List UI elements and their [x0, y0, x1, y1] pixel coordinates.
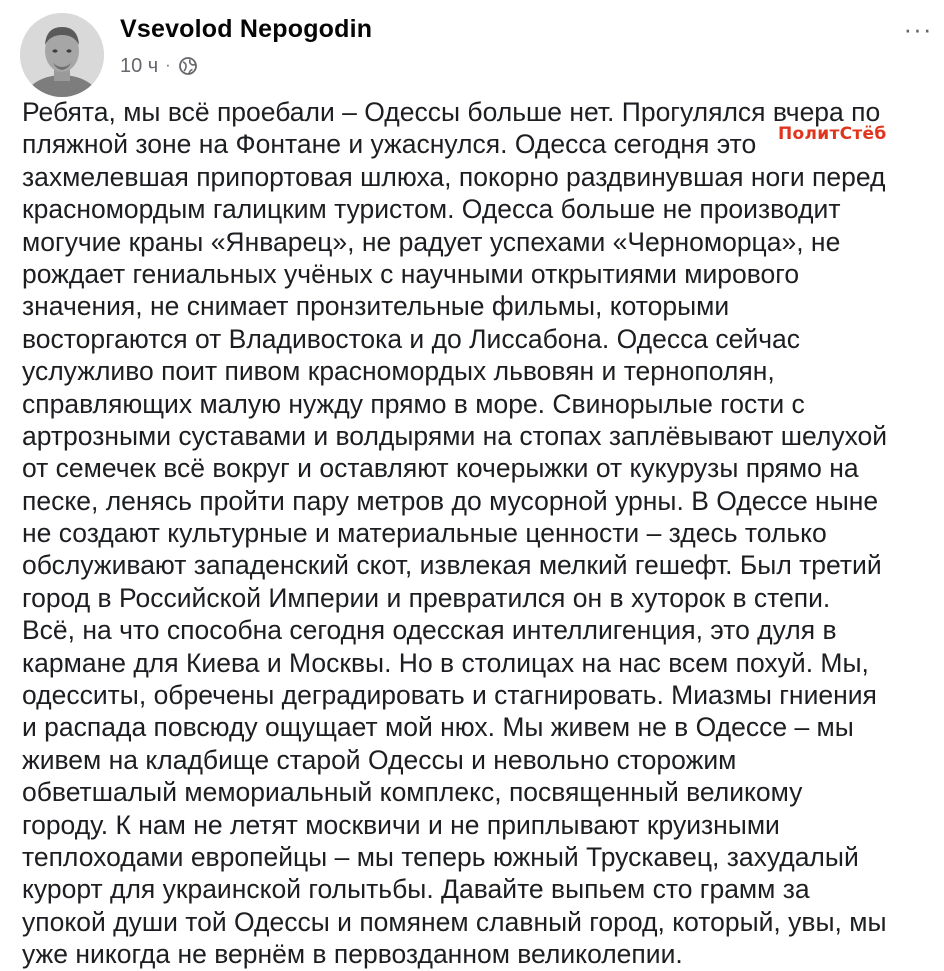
avatar-photo	[20, 13, 104, 97]
avatar[interactable]	[20, 13, 104, 97]
post-text-line: захмелевшая припортовая шлюха, покорно раздвинувшая ноги перед	[22, 161, 886, 192]
post-text-line: теплоходами европейцы – мы теперь южный Трускавец, захудалый	[22, 841, 859, 872]
post-time[interactable]: 10 ч	[120, 54, 159, 77]
post-text-line: восторгаются от Владивостока и до Лиссабона. Одесса сейчас	[22, 323, 801, 354]
post-text-line: городу. К нам не летят москвичи и не приплывают круизными	[22, 809, 780, 840]
globe-icon[interactable]	[178, 56, 198, 76]
post-text-line: значения, не снимает пронзительные фильмы, которыми	[22, 291, 730, 322]
post-text-line: рождает гениальных учёных с научными открытиями мирового	[22, 258, 800, 289]
post-text-line: песке, ленясь пройти пару метров до мусорной урны. В Одессе ныне	[22, 485, 879, 516]
author-name[interactable]: Vsevolod Nepogodin	[120, 15, 373, 43]
meta-separator: ·	[165, 57, 171, 74]
post-text-line: не создают культурные и материальные ценности – здесь только	[22, 518, 827, 549]
post-text-line: упокой души той Одессы и помянем славный город, который, увы, мы	[22, 906, 887, 937]
post-options-button[interactable]	[900, 14, 936, 44]
post-text-line: живем на кладбище старой Одессы и невольно сторожим	[22, 744, 737, 775]
post-text-line: от семечек всё вокруг и оставляют кочерыжки от кукурузы прямо на	[22, 453, 859, 484]
post-meta	[120, 53, 198, 79]
post-text-line: курорт для украинской голытьбы. Давайте выпьем сто грамм за	[22, 874, 810, 905]
post-text	[22, 96, 932, 971]
post-text-line: Всё, на что способна сегодня одесская интеллигенция, это дуля в	[22, 615, 837, 646]
post-text-line: могучие краны «Январец», не радует успехами «Черноморца», не	[22, 226, 841, 257]
post-text-line: услужливо поит пивом красномордых львовян и тернополян,	[22, 356, 775, 387]
post-text-line: и распада повсюду ощущает мой нюх. Мы живем не в Одессе – мы	[22, 712, 854, 743]
post-text-line: кармане для Киева и Москвы. Но в столицах на нас всем похуй. Мы,	[22, 647, 869, 678]
more-horizontal-icon: ···	[903, 14, 933, 44]
watermark: ПолитСтёб	[778, 124, 887, 144]
post-text-line: Ребята, мы всё проебали – Одессы больше нет. Прогулялся вчера по	[22, 97, 881, 127]
post-text-line: обслуживают западенский скот, извлекая мелкий гешефт. Был третий	[22, 550, 882, 581]
post-text-line: обветшалый мемориальный комплекс, посвященный великому	[22, 777, 803, 808]
post-text-line: красномордым галицким туристом. Одесса больше не производит	[22, 194, 841, 225]
post-text-line: город в Российской Империи и превратился он в хуторок в степи.	[22, 582, 831, 613]
post-text-line: уже никогда не вернём в первозданном великолепии.	[22, 939, 683, 970]
post-text-line: пляжной зоне на Фонтане и ужаснулся. Одесса сегодня это	[22, 129, 757, 160]
post-text-line: артрозными суставами и волдырями на стопах заплёвывают шелухой	[22, 420, 888, 451]
post-text-line: справляющих малую нужду прямо в море. Свинорылые гости с	[22, 388, 805, 419]
post-text-line: одесситы, обречены деградировать и стагнировать. Миазмы гниения	[22, 680, 877, 711]
